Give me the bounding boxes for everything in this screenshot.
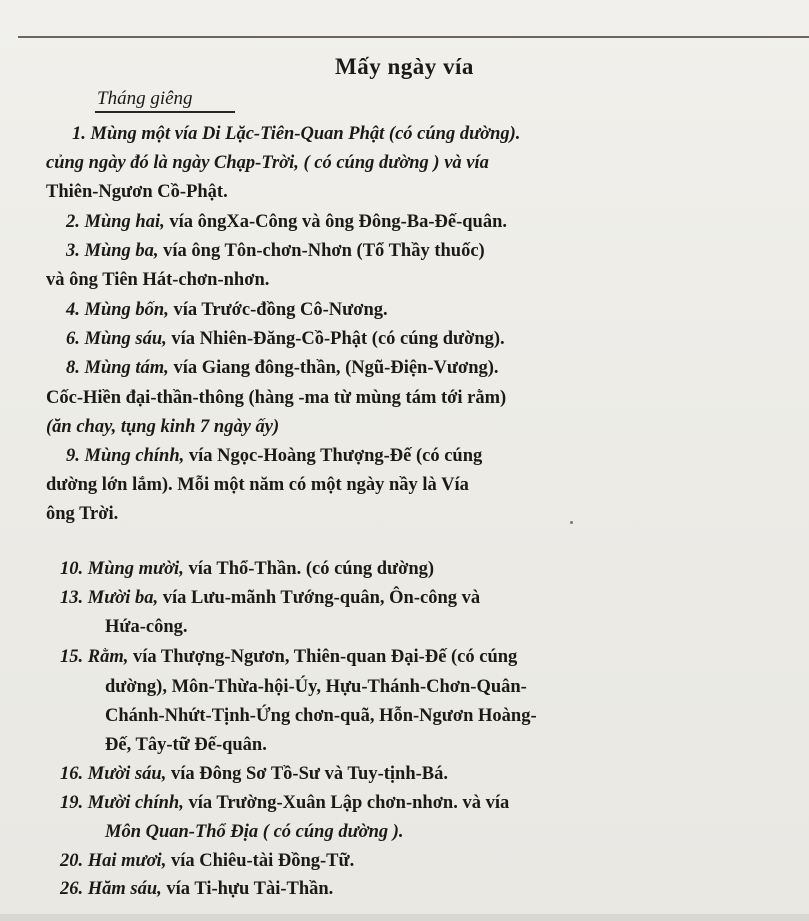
entry-text: vía Giang đông-thần, (Ngũ-Điện-Vương). — [168, 358, 499, 378]
entry-line — [46, 268, 269, 292]
bottom-edge — [0, 914, 809, 921]
entry-text: dường lớn lắm). Mỗi một năm có một ngày nầy là Vía — [46, 475, 469, 495]
entry-text: vía Chiêu-tài Đồng-Tữ. — [166, 851, 355, 871]
entry-line — [60, 762, 448, 786]
entry-number: 26. — [60, 879, 84, 899]
entry-day: Mười chính, — [83, 793, 184, 813]
entry-line — [46, 386, 506, 410]
entry-text: Môn Quan-Thổ Địa ( có cúng dường ). — [105, 822, 404, 842]
print-speck — [570, 521, 573, 524]
entry-number: 8. — [66, 358, 80, 378]
entry-day: Mùng sáu, — [79, 329, 167, 349]
entry-text: vía Trường-Xuân Lập chơn-nhơn. và vía — [183, 793, 510, 813]
entry-line — [46, 415, 279, 439]
entry-text: Cốc-Hiền đại-thần-thông (hàng -ma từ mùng tám tới rằm) — [46, 388, 507, 408]
entry-line — [46, 180, 228, 204]
entry-text: Hứa-công. — [105, 617, 188, 637]
entry-number: 9. — [66, 446, 80, 466]
month-heading: Tháng giêng — [97, 88, 193, 109]
entry-number: 15. — [60, 647, 84, 667]
entry-line — [72, 122, 520, 146]
entry-line — [105, 820, 404, 844]
entry-text: ông Trời. — [46, 504, 119, 524]
entry-line — [66, 356, 499, 380]
entry-text: Chánh-Nhứt-Tịnh-Ứng chơn-quã, Hỗn-Ngươn Hoàng- — [105, 706, 537, 726]
entry-day: Hăm sáu, — [83, 879, 162, 899]
entry-text: vía Thổ-Thần. (có cúng dường) — [183, 559, 435, 579]
entry-day: Mùng tám, — [79, 358, 169, 378]
top-rule — [18, 36, 809, 38]
entry-line — [46, 473, 469, 497]
entry-text: và ông Tiên Hát-chơn-nhơn. — [46, 270, 270, 290]
entry-line — [46, 502, 118, 526]
entry-text: củng ngày đó là ngày Chạp-Trời, ( có cúng dường ) và vía — [46, 153, 489, 173]
entry-line — [66, 298, 388, 322]
entry-text: vía Trước-đồng Cô-Nương. — [168, 300, 388, 320]
entry-text: vía Lưu-mãnh Tướng-quân, Ôn-công và — [158, 588, 481, 608]
entry-line — [66, 327, 505, 351]
entry-line — [60, 586, 480, 610]
entry-number: 13. — [60, 588, 84, 608]
entry-line — [60, 877, 333, 901]
entry-text: Thiên-Ngươn Cồ-Phật. — [46, 182, 228, 202]
entry-line — [105, 704, 537, 728]
entry-text: dường), Môn-Thừa-hội-Úy, Hựu-Thánh-Chơn-Quân- — [105, 677, 527, 697]
entry-text: vía Đông Sơ Tồ-Sư và Tuy-tịnh-Bá. — [166, 764, 448, 784]
entry-day: Mười sáu, — [83, 764, 167, 784]
entry-line — [105, 733, 267, 757]
entry-day: Mùng mười, — [83, 559, 184, 579]
page-title: Mấy ngày vía — [335, 54, 474, 79]
entry-number: 3. — [66, 241, 80, 261]
entry-line — [66, 210, 507, 234]
entry-line — [60, 791, 509, 815]
entry-text: Đế, Tây-tữ Đế-quân. — [105, 735, 267, 755]
entry-day: Mùng bốn, — [79, 300, 169, 320]
month-heading-underline — [95, 111, 235, 113]
entry-number: 2. — [66, 212, 80, 232]
entry-day: Mùng hai, — [79, 212, 165, 232]
entry-number: 4. — [66, 300, 80, 320]
entry-line — [66, 239, 485, 263]
entry-text: vía Nhiên-Đăng-Cồ-Phật (có cúng dường). — [166, 329, 505, 349]
entry-day: Mười ba, — [83, 588, 159, 608]
entry-number: 10. — [60, 559, 84, 579]
entry-number: 16. — [60, 764, 84, 784]
entry-text: (ăn chay, tụng kinh 7 ngày ấy) — [46, 417, 280, 437]
entry-day: Mùng ba, — [79, 241, 159, 261]
entry-text: vía Ngọc-Hoàng Thượng-Đế (có cúng — [184, 446, 483, 466]
entry-line — [46, 151, 489, 175]
entry-number: 19. — [60, 793, 84, 813]
entry-day: Mùng chính, — [79, 446, 185, 466]
entry-line — [60, 645, 517, 669]
entry-number: 1. — [72, 124, 86, 144]
entry-number: 20. — [60, 851, 84, 871]
entry-number: 6. — [66, 329, 80, 349]
entry-line — [60, 557, 434, 581]
entry-text: vía ôngXa-Công và ông Đông-Ba-Đế-quân. — [164, 212, 508, 232]
entry-text: vía Ti-hựu Tài-Thần. — [161, 879, 334, 899]
entry-line — [66, 444, 482, 468]
entry-day: Hai mươi, — [83, 851, 167, 871]
entry-text: vía ông Tôn-chơn-Nhơn (Tổ Thầy thuốc) — [158, 241, 485, 261]
entry-line — [105, 675, 527, 699]
entry-line — [105, 615, 188, 639]
entry-text: Mùng một vía Di Lặc-Tiên-Quan Phật (có cúng dường). — [85, 124, 521, 144]
entry-day: Rằm, — [83, 647, 129, 667]
entry-line — [60, 849, 354, 873]
entry-text: vía Thượng-Ngươn, Thiên-quan Đại-Đế (có cúng — [128, 647, 518, 667]
